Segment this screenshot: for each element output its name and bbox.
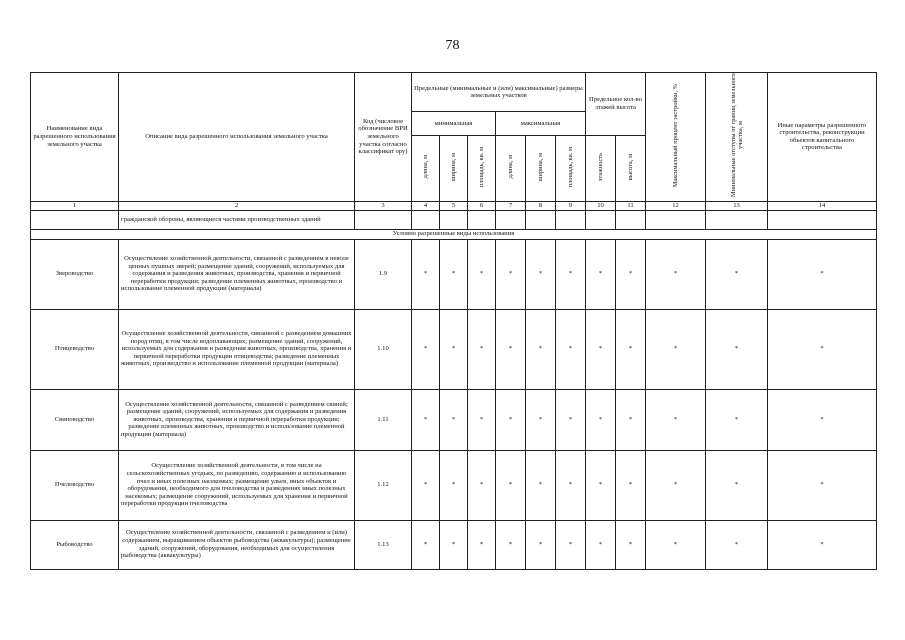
header-max-percent: Максимальный процент застройки, % <box>646 73 706 202</box>
column-number: 9 <box>556 201 586 210</box>
header-min-width: ширина, м <box>440 135 468 201</box>
table-row <box>31 450 877 520</box>
parameter-value: * <box>586 239 616 309</box>
parameter-value: * <box>706 450 768 520</box>
parameter-value: * <box>440 450 468 520</box>
header-other-params: Иные параметры разрешенного строительства, реконструкции объектов капитального строительства <box>768 73 877 202</box>
parameter-value: * <box>616 520 646 569</box>
use-type-code: 1.11 <box>355 389 412 450</box>
section-title: Условно разрешенные виды использования <box>31 229 877 239</box>
parameter-value: * <box>412 520 440 569</box>
parameter-value: * <box>646 389 706 450</box>
use-type-name: Птицеводство <box>31 309 119 389</box>
parameter-value: * <box>496 389 526 450</box>
column-number: 2 <box>119 201 355 210</box>
parameter-value: * <box>468 239 496 309</box>
parameter-value: * <box>706 239 768 309</box>
parameter-value: * <box>586 450 616 520</box>
column-number: 3 <box>355 201 412 210</box>
header-max-width: ширина, м <box>526 135 556 201</box>
column-number: 11 <box>616 201 646 210</box>
column-number: 7 <box>496 201 526 210</box>
parameter-value: * <box>468 309 496 389</box>
parameter-value: * <box>768 389 877 450</box>
continuation-row <box>31 210 877 229</box>
parameter-value: * <box>706 520 768 569</box>
parameter-value: * <box>496 520 526 569</box>
use-type-name: Рыбоводство <box>31 520 119 569</box>
header-min-area: площадь, кв. м <box>468 135 496 201</box>
column-number: 10 <box>586 201 616 210</box>
parameter-value: * <box>556 520 586 569</box>
parameter-value: * <box>440 389 468 450</box>
parameter-value: * <box>468 520 496 569</box>
land-use-regulations-table <box>30 72 877 570</box>
use-type-name: Пчеловодство <box>31 450 119 520</box>
column-number: 14 <box>768 201 877 210</box>
parameter-value: * <box>556 309 586 389</box>
header-maximal: максимальная <box>496 112 586 135</box>
table-row <box>31 239 877 309</box>
header-max-length: длина, м <box>496 135 526 201</box>
parameter-value: * <box>646 239 706 309</box>
parameter-value: * <box>496 309 526 389</box>
column-number: 12 <box>646 201 706 210</box>
header-row-1 <box>31 73 877 112</box>
header-floors: этажность <box>586 135 616 201</box>
table-row <box>31 309 877 389</box>
use-type-description: Осуществление хозяйственной деятельности, связанной с разведением в неволе ценных пушных зверей; размещение зданий, сооружений, используемых для содержания и разведения животных, производства, хранения и первичной переработки продукции; разведение племенных животных, производство и использование племенной продукции (материала) <box>119 239 355 309</box>
parameter-value: * <box>706 309 768 389</box>
parameter-value: * <box>412 389 440 450</box>
page-number: 78 <box>445 38 460 53</box>
column-number: 4 <box>412 201 440 210</box>
use-type-description: Осуществление хозяйственной деятельности, связанной с разведением и (или) содержанием, выращиванием объектов рыбоводства (аквакультуры); размещение зданий, сооружений, оборудования, необходимых для осуществления рыбоводства (аквакультуры) <box>119 520 355 569</box>
header-min-length: длина, м <box>412 135 440 201</box>
parameter-value: * <box>556 239 586 309</box>
column-numbers-row <box>31 201 877 210</box>
use-type-description: Осуществление хозяйственной деятельности, связанной с разведением домашних пород птиц, в том числе водоплавающих; размещение зданий, сооружений, используемых для содержания и разведения животных, производства, хранения и первичной переработки продукции птицеводства; разведение племенных животных, производство и использование племенной продукции (материала) <box>119 309 355 389</box>
parameter-value: * <box>768 520 877 569</box>
parameter-value: * <box>706 389 768 450</box>
parameter-value: * <box>616 450 646 520</box>
header-min-offset: Минимальные отступы от границ земельного участка, м <box>706 73 768 202</box>
header-description: Описание вида разрешенного использования земельного участка <box>119 73 355 202</box>
parameter-value: * <box>526 389 556 450</box>
parameter-value: * <box>496 239 526 309</box>
parameter-value: * <box>440 309 468 389</box>
parameter-value: * <box>768 450 877 520</box>
parameter-value: * <box>768 239 877 309</box>
column-number: 6 <box>468 201 496 210</box>
header-name: Наименование вида разрешенного использования земельного участка <box>31 73 119 202</box>
parameter-value: * <box>468 450 496 520</box>
header-height: высота, м <box>616 135 646 201</box>
table-row <box>31 520 877 569</box>
parameter-value: * <box>616 239 646 309</box>
parameter-value: * <box>616 389 646 450</box>
use-type-code: 1.13 <box>355 520 412 569</box>
table-body <box>31 239 877 569</box>
column-number: 5 <box>440 201 468 210</box>
parameter-value: * <box>440 520 468 569</box>
parameter-value: * <box>768 309 877 389</box>
parameter-value: * <box>412 239 440 309</box>
parameter-value: * <box>440 239 468 309</box>
header-floors-group: Предельное кол-во этажей высота <box>586 73 646 136</box>
column-number: 8 <box>526 201 556 210</box>
parameter-value: * <box>646 520 706 569</box>
parameter-value: * <box>646 309 706 389</box>
parameter-value: * <box>526 239 556 309</box>
table-row <box>31 389 877 450</box>
parameter-value: * <box>526 450 556 520</box>
parameter-value: * <box>586 520 616 569</box>
column-number: 13 <box>706 201 768 210</box>
use-type-description: Осуществление хозяйственной деятельности, в том числе на сельскохозяйственных угодьях, по разведению, содержанию и использованию пчел и иных полезных насекомых; размещение ульев, иных объектов и оборудования, необходимого для пчеловодства и разведениях иных полезных насекомых; размещение сооружений, используемых для хранения и первичной переработки продукции пчеловодства <box>119 450 355 520</box>
use-type-code: 1.10 <box>355 309 412 389</box>
use-type-name: Звероводство <box>31 239 119 309</box>
use-type-code: 1.12 <box>355 450 412 520</box>
header-code: Код (числовое обозначение ВРИ земельного участка согласно классификат ору) <box>355 73 412 202</box>
parameter-value: * <box>468 389 496 450</box>
parameter-value: * <box>556 389 586 450</box>
parameter-value: * <box>556 450 586 520</box>
parameter-value: * <box>412 309 440 389</box>
parameter-value: * <box>646 450 706 520</box>
use-type-name: Свиноводство <box>31 389 119 450</box>
header-limits: Предельные (минимальные и (или) максимальные) размеры земельных участков <box>412 73 586 112</box>
parameter-value: * <box>496 450 526 520</box>
parameter-value: * <box>616 309 646 389</box>
parameter-value: * <box>526 309 556 389</box>
continuation-description: гражданской обороны, являющиеся частями производственных зданий <box>119 210 355 229</box>
parameter-value: * <box>526 520 556 569</box>
column-number: 1 <box>31 201 119 210</box>
parameter-value: * <box>586 309 616 389</box>
parameter-value: * <box>412 450 440 520</box>
parameter-value: * <box>586 389 616 450</box>
use-type-code: 1.9 <box>355 239 412 309</box>
header-max-area: площадь, кв. м <box>556 135 586 201</box>
header-minimal: минимальная <box>412 112 496 135</box>
use-type-description: Осуществление хозяйственной деятельности, связанной с разведением свиней; размещение зданий, сооружений, используемых для содержания и разведения животных, производства, хранения и первичной переработки продукции; разведение племенных животных, производство и использование племенной продукции (материала) <box>119 389 355 450</box>
section-title-row <box>31 229 877 239</box>
